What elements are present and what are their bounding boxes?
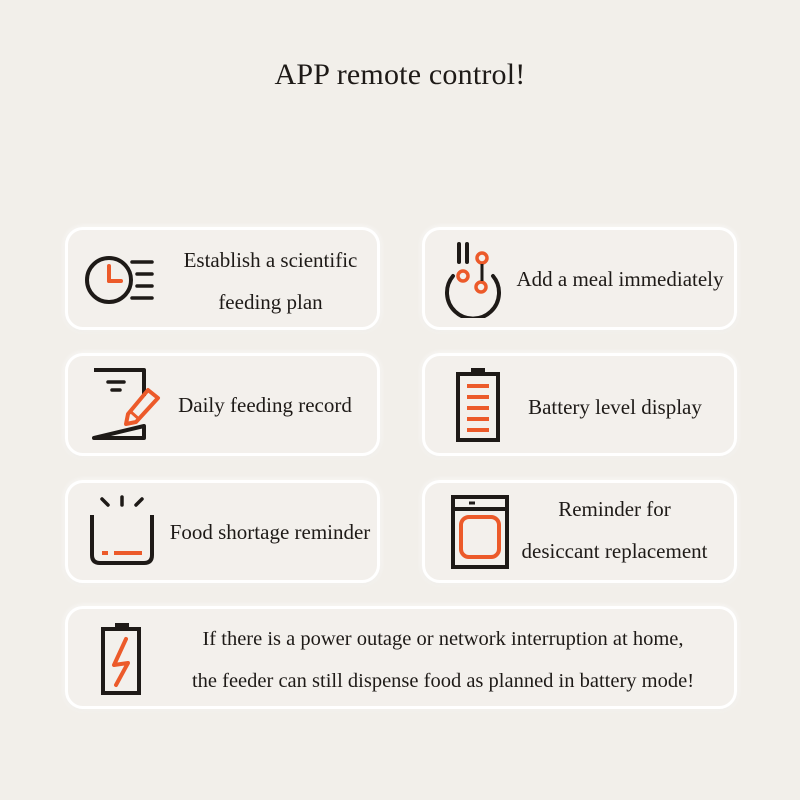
clock-list-icon [82,250,162,310]
page-title: APP remote control! [274,58,526,91]
feature-card-add-meal [422,227,737,330]
feature-label: Food shortage reminder [169,520,371,544]
feature-label-line2: desiccant replacement [521,539,708,563]
notice-line2: the feeder can still dispense food as planned in battery mode! [191,670,695,692]
battery-icon [453,366,503,446]
food-bowl-icon [439,238,509,318]
feature-card-feeding-plan [65,227,380,330]
feature-label-line2: feeding plan [218,290,323,314]
feature-card-food-shortage [65,480,380,583]
feature-label: Battery level display [528,395,702,419]
feature-label-line1: Reminder for [558,497,671,521]
empty-bin-icon [86,493,166,573]
notice-line1: If there is a power outage or network interruption at home, [202,628,684,650]
feature-card-daily-record [65,353,380,456]
battery-mode-notice [65,606,737,709]
feature-card-desiccant [422,480,737,583]
clipboard-pencil-icon [86,366,166,446]
feature-label-line1: Establish a scientific [183,248,358,272]
feature-label: Daily feeding record [178,393,352,417]
feature-card-battery-level [422,353,737,456]
feature-label: Add a meal immediately [516,267,724,291]
battery-bolt-icon [98,621,148,701]
